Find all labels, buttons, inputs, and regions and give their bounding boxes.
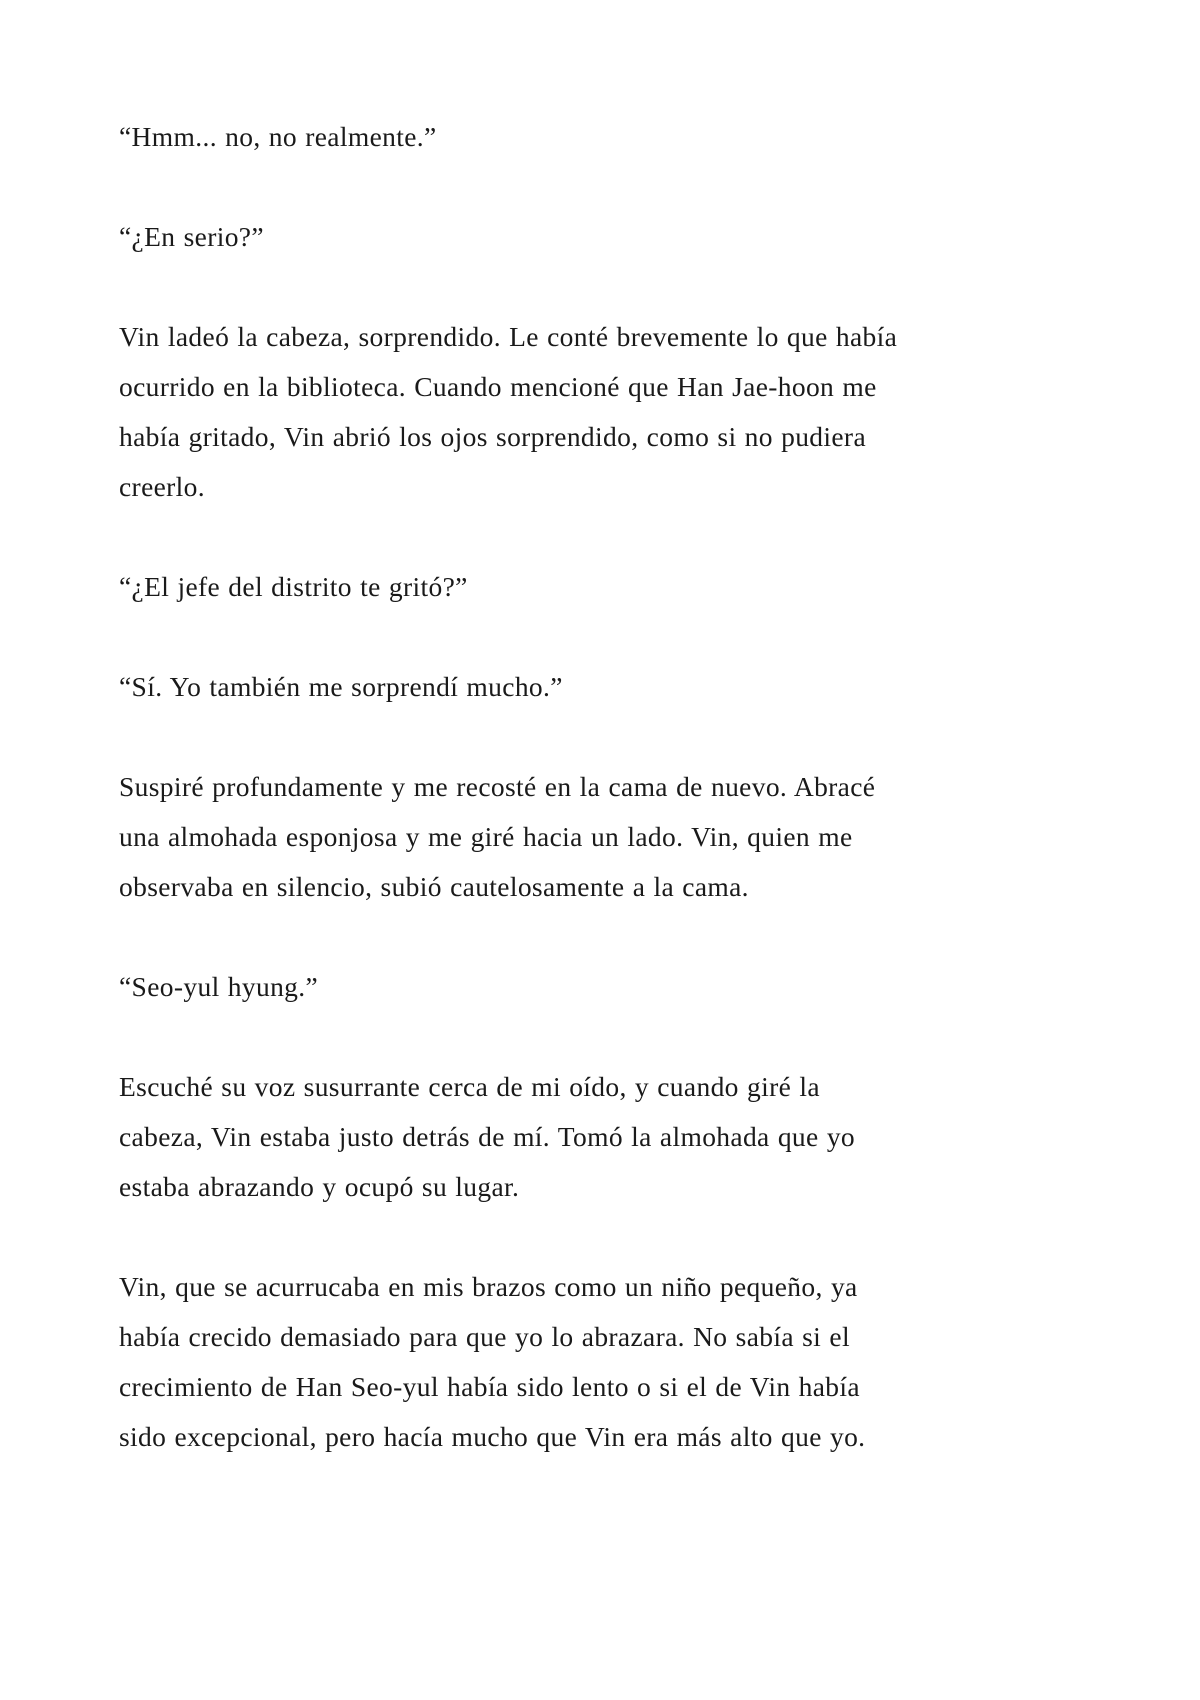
text-line: una almohada esponjosa y me giré hacia un lado. Vin, quien me (119, 821, 853, 852)
text-line: crecimiento de Han Seo-yul había sido lento o si el de Vin había (119, 1371, 860, 1402)
text-line: ocurrido en la biblioteca. Cuando mencioné que Han Jae-hoon me (119, 371, 877, 402)
text-line: “Seo-yul hyung.” (119, 971, 319, 1002)
text-line: Vin, que se acurrucaba en mis brazos como un niño pequeño, ya (119, 1271, 858, 1302)
text-line: “¿En serio?” (119, 221, 264, 252)
text-line: sido excepcional, pero hacía mucho que Vin era más alto que yo. (119, 1421, 866, 1452)
text-line: “Hmm... no, no realmente.” (119, 121, 437, 152)
narration-paragraph (119, 1062, 999, 1212)
text-line: cabeza, Vin estaba justo detrás de mí. Tomó la almohada que yo (119, 1121, 856, 1152)
text-line: observaba en silencio, subió cautelosamente a la cama. (119, 871, 749, 902)
dialogue-paragraph (119, 962, 999, 1012)
narration-paragraph (119, 312, 999, 512)
text-line: “¿El jefe del distrito te gritó?” (119, 571, 468, 602)
dialogue-paragraph (119, 212, 999, 262)
text-line: “Sí. Yo también me sorprendí mucho.” (119, 671, 563, 702)
dialogue-paragraph (119, 112, 999, 162)
text-line: creerlo. (119, 471, 205, 502)
narration-paragraph (119, 1262, 999, 1462)
narration-paragraph (119, 762, 999, 912)
dialogue-paragraph (119, 562, 999, 612)
text-line: Escuché su voz susurrante cerca de mi oído, y cuando giré la (119, 1071, 820, 1102)
dialogue-paragraph (119, 662, 999, 712)
text-line: estaba abrazando y ocupó su lugar. (119, 1171, 520, 1202)
document-page (119, 112, 999, 1512)
text-line: había crecido demasiado para que yo lo abrazara. No sabía si el (119, 1321, 850, 1352)
text-line: Suspiré profundamente y me recosté en la cama de nuevo. Abracé (119, 771, 876, 802)
text-line: había gritado, Vin abrió los ojos sorprendido, como si no pudiera (119, 421, 866, 452)
text-line: Vin ladeó la cabeza, sorprendido. Le conté brevemente lo que había (119, 321, 898, 352)
